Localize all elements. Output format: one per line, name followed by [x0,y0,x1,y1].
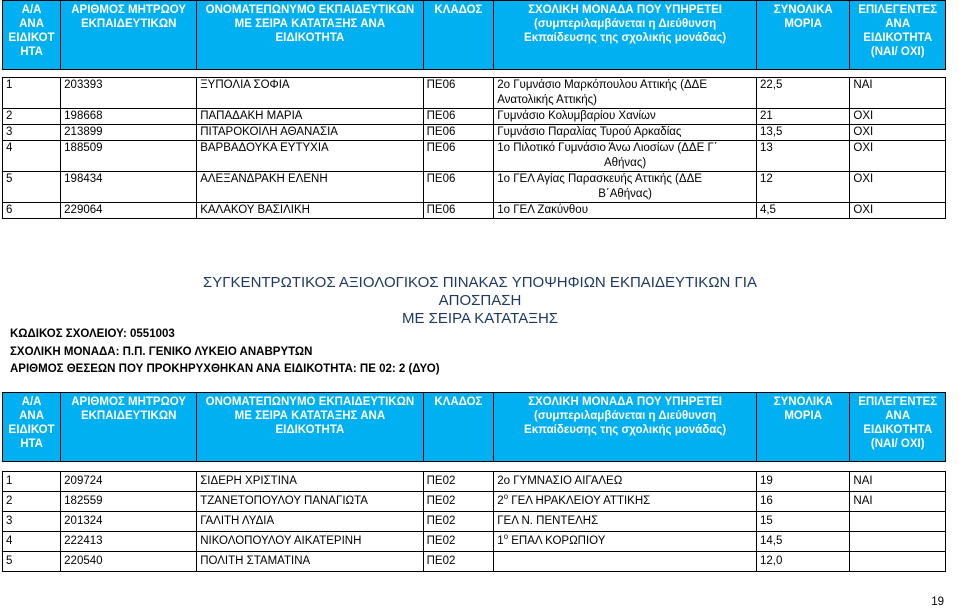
cell-moria: 21 [756,109,849,125]
cell-school: 1ο ΓΕΛ Αγίας Παρασκευής Αττικής (ΔΔΕ Β΄Αθήνας) [494,172,757,203]
table-row [3,203,946,219]
cell-selected: ΝΑΙ [850,78,946,109]
cell-aa: 4 [3,141,61,172]
cell-aa: 2 [3,492,61,512]
cell-selected: ΟΧΙ [850,203,946,219]
cell-selected: ΝΑΙ [850,472,946,492]
cell-moria: 13,5 [756,125,849,141]
cell-klados: ΠΕ02 [423,492,494,512]
header-klados: ΚΛΑΔΟΣ [423,393,494,462]
cell-school: Γυμνάσιο Κολυμβαρίου Χανίων [494,109,757,125]
cell-name: ΞΥΠΟΛΙΑ ΣΟΦΙΑ [197,78,423,109]
cell-klados: ΠΕ06 [423,109,494,125]
positions-count: ΑΡΙΘΜΟΣ ΘΕΣΕΩΝ ΠΟΥ ΠΡΟΚΗΡΥΧΘΗΚΑΝ ΑΝΑ ΕΙΔΙΚΟΤΗΤΑ: ΠΕ 02: 2 (ΔΥΟ) [10,363,440,375]
cell-moria: 15 [756,512,849,532]
cell-selected [850,532,946,552]
cell-klados: ΠΕ02 [423,512,494,532]
cell-name: ΒΑΡΒΑΔΟΥΚΑ ΕΥΤΥΧΙΑ [197,141,423,172]
cell-name: ΤΖΑΝΕΤΟΠΟΥΛΟΥ ΠΑΝΑΓΙΩΤΑ [197,492,423,512]
table-header-row [3,393,946,462]
table-row [3,472,946,492]
cell-selected: ΟΧΙ [850,141,946,172]
cell-selected: ΟΧΙ [850,109,946,125]
cell-selected: ΟΧΙ [850,172,946,203]
school-code: ΚΩΔΙΚΟΣ ΣΧΟΛΕΙΟΥ: 0551003 [10,328,175,340]
header-selected: ΕΠΙΛΕΓΕΝΤΕΣ ΑΝΑ ΕΙΔΙΚΟΤΗΤΑ (ΝΑΙ/ ΟΧΙ) [850,393,946,462]
cell-school: 2ο Γυμνάσιο Μαρκόπουλου Αττικής (ΔΔΕ Ανατολικής Αττικής) [494,78,757,109]
cell-klados: ΠΕ06 [423,125,494,141]
candidates-table-pe06 [2,0,946,219]
cell-moria: 4,5 [756,203,849,219]
cell-school: 1ο ΓΕΛ Ζακύνθου [494,203,757,219]
cell-am: 198668 [61,109,197,125]
cell-am: 188509 [61,141,197,172]
cell-moria: 19 [756,472,849,492]
cell-aa: 1 [3,472,61,492]
cell-school [494,552,757,572]
spacer-row [3,462,946,472]
cell-am: 222413 [61,532,197,552]
cell-klados: ΠΕ02 [423,552,494,572]
header-selected: ΕΠΙΛΕΓΕΝΤΕΣ ΑΝΑ ΕΙΔΙΚΟΤΗΤΑ (ΝΑΙ/ ΟΧΙ) [850,1,946,70]
cell-aa: 1 [3,78,61,109]
cell-selected: ΝΑΙ [850,492,946,512]
table-row [3,512,946,532]
cell-aa: 5 [3,172,61,203]
section-title [170,274,790,328]
header-moria: ΣΥΝΟΛΙΚΑ ΜΟΡΙΑ [756,393,849,462]
candidates-table-pe02 [2,392,946,572]
cell-name: ΓΑΛΙΤΗ ΛΥΔΙΑ [197,512,423,532]
cell-moria: 13 [756,141,849,172]
cell-am: 220540 [61,552,197,572]
cell-school: ΓΕΛ Ν. ΠΕΝΤΕΛΗΣ [494,512,757,532]
table-row [3,172,946,203]
header-name: ΟΝΟΜΑΤΕΠΩΝΥΜΟ ΕΚΠΑΙΔΕΥΤΙΚΩΝ ΜΕ ΣΕΙΡΑ ΚΑΤΑΤΑΞΗΣ ΑΝΑ ΕΙΔΙΚΟΤΗΤΑ [197,393,423,462]
table-row [3,109,946,125]
cell-name: ΝΙΚΟΛΟΠΟΥΛΟΥ ΑΙΚΑΤΕΡΙΝΗ [197,532,423,552]
cell-aa: 3 [3,125,61,141]
cell-am: 229064 [61,203,197,219]
cell-am: 182559 [61,492,197,512]
cell-klados: ΠΕ06 [423,203,494,219]
cell-name: ΑΛΕΞΑΝΔΡΑΚΗ ΕΛΕΝΗ [197,172,423,203]
header-school: ΣΧΟΛΙΚΗ ΜΟΝΑΔΑ ΠΟΥ ΥΠΗΡΕΤΕΙ (συμπεριλαμβάνεται η Διεύθυνση Εκπαίδευσης της σχολικής μονάδας) [494,393,757,462]
spacer-row [3,70,946,78]
cell-school: 1ο Πιλοτικό Γυμνάσιο Άνω Λιοσίων (ΔΔΕ Γ΄ Αθήνας) [494,141,757,172]
table-row [3,141,946,172]
header-am: ΑΡΙΘΜΟΣ ΜΗΤΡΩΟΥ ΕΚΠΑΙΔΕΥΤΙΚΩΝ [61,1,197,70]
header-aa: Α/Α ΑΝΑ ΕΙΔΙΚΟΤ ΗΤΑ [3,393,61,462]
cell-aa: 6 [3,203,61,219]
header-aa: Α/Α ΑΝΑ ΕΙΔΙΚΟΤ ΗΤΑ [3,1,61,70]
cell-klados: ΠΕ06 [423,172,494,203]
cell-moria: 16 [756,492,849,512]
cell-am: 201324 [61,512,197,532]
header-school: ΣΧΟΛΙΚΗ ΜΟΝΑΔΑ ΠΟΥ ΥΠΗΡΕΤΕΙ (συμπεριλαμβάνεται η Διεύθυνση Εκπαίδευσης της σχολικής μονάδας) [494,1,757,70]
cell-school: $2^o$ ΓΕΛ ΗΡΑΚΛΕΙΟΥ ΑΤΤΙΚΗΣ [494,492,757,512]
cell-school: $1^o$ ΕΠΑΛ ΚΟΡΩΠΙΟΥ [494,532,757,552]
cell-am: 213899 [61,125,197,141]
cell-aa: 3 [3,512,61,532]
cell-moria: 14,5 [756,532,849,552]
cell-school: Γυμνάσιο Παραλίας Τυρού Αρκαδίας [494,125,757,141]
table-row [3,532,946,552]
cell-name: ΠΙΤΑΡΟΚΟΙΛΗ ΑΘΑΝΑΣΙΑ [197,125,423,141]
school-unit: ΣΧΟΛΙΚΗ ΜΟΝΑΔΑ: Π.Π. ΓΕΝΙΚΟ ΛΥΚΕΙΟ ΑΝΑΒΡΥΤΩΝ [10,346,313,358]
cell-name: ΠΑΠΑΔΑΚΗ ΜΑΡΙΑ [197,109,423,125]
cell-am: 203393 [61,78,197,109]
table-header-row [3,1,946,70]
cell-name: ΠΟΛΙΤΗ ΣΤΑΜΑΤΙΝΑ [197,552,423,572]
header-am: ΑΡΙΘΜΟΣ ΜΗΤΡΩΟΥ ΕΚΠΑΙΔΕΥΤΙΚΩΝ [61,393,197,462]
cell-am: 198434 [61,172,197,203]
cell-aa: 5 [3,552,61,572]
table-row [3,552,946,572]
table-row [3,78,946,109]
header-moria: ΣΥΝΟΛΙΚΑ ΜΟΡΙΑ [756,1,849,70]
cell-moria: 12,0 [756,552,849,572]
cell-am: 209724 [61,472,197,492]
cell-klados: ΠΕ06 [423,141,494,172]
section-title-line2: ΜΕ ΣΕΙΡΑ ΚΑΤΑΤΑΞΗΣ [401,310,559,327]
cell-klados: ΠΕ06 [423,78,494,109]
header-name: ΟΝΟΜΑΤΕΠΩΝΥΜΟ ΕΚΠΑΙΔΕΥΤΙΚΩΝ ΜΕ ΣΕΙΡΑ ΚΑΤΑΤΑΞΗΣ ΑΝΑ ΕΙΔΙΚΟΤΗΤΑ [197,1,423,70]
cell-aa: 4 [3,532,61,552]
cell-aa: 2 [3,109,61,125]
cell-school: 2ο ΓΥΜΝΑΣΙΟ ΑΙΓΑΛΕΩ [494,472,757,492]
cell-name: ΣΙΔΕΡΗ ΧΡΙΣΤΙΝΑ [197,472,423,492]
cell-moria: 12 [756,172,849,203]
cell-name: ΚΑΛΑΚΟΥ ΒΑΣΙΛΙΚΗ [197,203,423,219]
cell-moria: 22,5 [756,78,849,109]
table-row [3,492,946,512]
table-row [3,125,946,141]
section-title-line1: ΣΥΓΚΕΝΤΡΩΤΙΚΟΣ ΑΞΙΟΛΟΓΙΚΟΣ ΠΙΝΑΚΑΣ ΥΠΟΨΗΦΙΩΝ ΕΚΠΑΙΔΕΥΤΙΚΩΝ ΓΙΑ ΑΠΟΣΠΑΣΗ [203,274,757,309]
cell-selected: ΟΧΙ [850,125,946,141]
header-klados: ΚΛΑΔΟΣ [423,1,494,70]
cell-klados: ΠΕ02 [423,472,494,492]
cell-klados: ΠΕ02 [423,532,494,552]
cell-selected [850,552,946,572]
cell-selected [850,512,946,532]
page-number: 19 [931,596,944,608]
